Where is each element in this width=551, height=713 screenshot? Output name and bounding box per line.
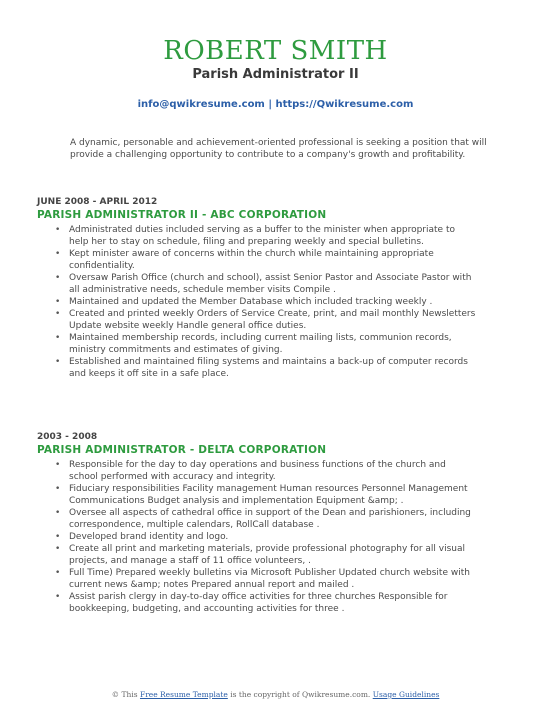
bullet-item: • Oversee all aspects of cathedral office in support of the Dean and parishioners, including correspondence, multiple calendars, RollCall database . xyxy=(69,507,477,531)
candidate-name: ROBERT SMITH xyxy=(163,36,388,66)
job-dates: JUNE 2008 - APRIL 2012 xyxy=(37,197,158,207)
job-section-1 xyxy=(37,196,477,380)
bullet-item: • Responsible for the day to day operations and business functions of the church and school performed with accuracy and integrity. xyxy=(69,459,477,483)
bullet-item: • Full Time) Prepared weekly bulletins via Microsoft Publisher Updated church website with current news &amp; notes Prepared annual report and mailed . xyxy=(69,567,477,591)
job-title: PARISH ADMINISTRATOR II - ABC CORPORATION xyxy=(37,209,327,221)
bullet-item: • Established and maintained filing systems and maintains a back-up of computer records and keeps it off site in a safe place. xyxy=(69,356,477,380)
free-template-link[interactable]: Free Resume Template xyxy=(139,690,228,699)
contact-line[interactable]: info@qwikresume.com | https://Qwikresume.com xyxy=(137,99,414,110)
bullet-item: • Oversaw Parish Office (church and school), assist Senior Pastor and Associate Pastor with all administrative needs, schedule member visits Compile . xyxy=(69,272,477,296)
job-title: PARISH ADMINISTRATOR - DELTA CORPORATION xyxy=(37,444,327,456)
summary-text: A dynamic, personable and achievement-oriented professional is seeking a position that will provide a challenging opportunity to contribute to a company's growth and profitability. xyxy=(70,138,487,160)
bullet-item: • Assist parish clergy in day-to-day office activities for three churches Responsible for bookkeeping, budgeting, and accounting activities for three . xyxy=(69,591,477,615)
bullet-item: • Maintained membership records, including current mailing lists, communion records, ministry commitments and estimates of giving. xyxy=(69,332,477,356)
job-section-2 xyxy=(37,431,477,615)
candidate-title: Parish Administrator II xyxy=(192,67,359,82)
job-bullets xyxy=(37,459,477,615)
page-footer xyxy=(0,690,551,699)
footer-copyright: is the copyright of Qwikresume.com. xyxy=(230,690,371,699)
bullet-item: • Create all print and marketing materials, provide professional photography for all visual projects, and manage a staff of 11 office volunteers, . xyxy=(69,543,477,567)
bullet-item: • Kept minister aware of concerns within the church while maintaining appropriate confidentiality. xyxy=(69,248,477,272)
job-bullets xyxy=(37,224,477,380)
bullet-item: • Developed brand identity and logo. xyxy=(69,531,477,543)
bullet-item: • Fiduciary responsibilities Facility management Human resources Personnel Management Communications Budget analysis and implementation Equipment &amp; . xyxy=(69,483,477,507)
bullet-item: • Administrated duties included serving as a buffer to the minister when appropriate to help her to stay on schedule, filing and preparing weekly and special bulletins. xyxy=(69,224,477,248)
bullet-item: • Maintained and updated the Member Database which included tracking weekly . xyxy=(69,296,477,308)
footer-prefix: © This xyxy=(111,690,138,699)
usage-guidelines-link[interactable]: Usage Guidelines xyxy=(372,690,440,699)
bullet-item: • Created and printed weekly Orders of Service Create, print, and mail monthly Newsletters Update website weekly Handle general office duties. xyxy=(69,308,477,332)
job-dates: 2003 - 2008 xyxy=(37,432,98,442)
